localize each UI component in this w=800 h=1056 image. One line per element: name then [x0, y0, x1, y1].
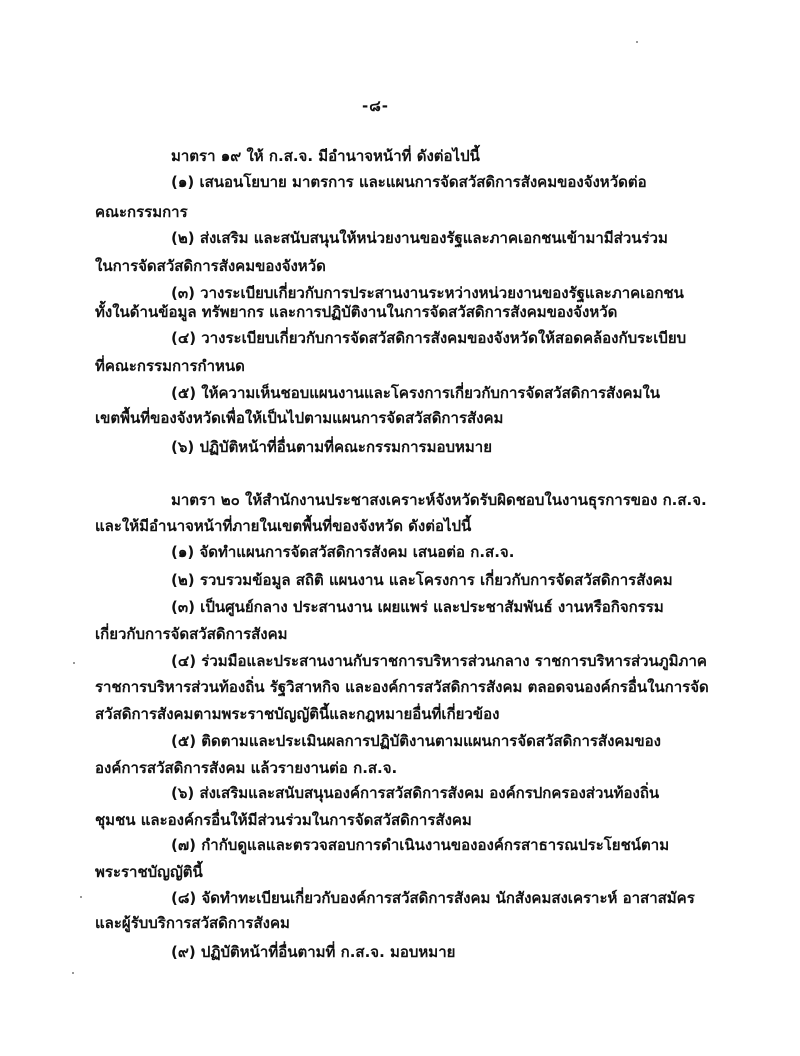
- section-19-item-4-line-1: (๔) วางระเบียบเกี่ยวกับการจัดสวัสดิการสังคมของจังหวัดให้สอดคล้องกับระเบียบ: [171, 329, 687, 347]
- section-19-item-2-line-2: ในการจัดสวัสดิการสังคมของจังหวัด: [95, 257, 326, 275]
- scan-speck: [72, 972, 74, 974]
- section-19-item-3-line-1: (๓) วางระเบียบเกี่ยวกับการประสานงานระหว่างหน่วยงานของรัฐและภาคเอกชน: [171, 284, 684, 302]
- section-20-item-7-line-2: พระราชบัญญัตินี้: [95, 863, 203, 881]
- section-20-item-3-line-1: (๓) เป็นศูนย์กลาง ประสานงาน เผยแพร่ และประชาสัมพันธ์ งานหรือกิจกรรม: [171, 598, 664, 616]
- section-19-heading: มาตรา ๑๙ ให้ ก.ส.จ. มีอำนาจหน้าที่ ดังต่อไปนี้: [171, 147, 480, 165]
- section-19-item-6-line-1: (๖) ปฏิบัติหน้าที่อื่นตามที่คณะกรรมการมอบหมาย: [171, 438, 493, 456]
- section-20-item-4-line-3: สวัสดิการสังคมตามพระราชบัญญัตินี้และกฎหมายอื่นที่เกี่ยวข้อง: [95, 705, 500, 723]
- section-20-heading-line-2: และให้มีอำนาจหน้าที่ภายในเขตพื้นที่ของจังหวัด ดังต่อไปนี้: [95, 517, 472, 535]
- section-20-item-5-line-1: (๕) ติดตามและประเมินผลการปฏิบัติงานตามแผนการจัดสวัสดิการสังคมของ: [171, 732, 661, 750]
- section-20-item-4-line-1: (๔) ร่วมมือและประสานงานกับราชการบริหารส่วนกลาง ราชการบริหารส่วนภูมิภาค: [171, 652, 707, 670]
- section-20-item-8-line-2: และผู้รับบริการสวัสดิการสังคม: [95, 914, 290, 932]
- section-20-item-3-line-2: เกี่ยวกับการจัดสวัสดิการสังคม: [95, 625, 288, 643]
- section-20-item-9-line-1: (๙) ปฏิบัติหน้าที่อื่นตามที่ ก.ส.จ. มอบหมาย: [171, 943, 456, 961]
- section-20-item-7-line-1: (๗) กำกับดูแลและตรวจสอบการดำเนินงานขององค์กรสาธารณประโยชน์ตาม: [171, 836, 670, 854]
- scan-speck: [636, 41, 638, 43]
- section-19-item-3-line-2: ทั้งในด้านข้อมูล ทรัพยากร และการปฏิบัติงานในการจัดสวัสดิการสังคมของจังหวัด: [95, 303, 618, 321]
- section-20-item-8-line-1: (๘) จัดทำทะเบียนเกี่ยวกับองค์การสวัสดิการสังคม นักสังคมสงเคราะห์ อาสาสมัคร: [171, 889, 695, 907]
- section-20-item-4-line-2: ราชการบริหารส่วนท้องถิ่น รัฐวิสาหกิจ และองค์การสวัสดิการสังคม ตลอดจนองค์กรอื่นในการจัด: [95, 678, 709, 696]
- scan-speck: [73, 662, 75, 664]
- page-number: -๘-: [362, 97, 390, 115]
- section-20-item-2-line-1: (๒) รวบรวมข้อมูล สถิติ แผนงาน และโครงการ เกี่ยวกับการจัดสวัสดิการสังคม: [171, 571, 673, 589]
- section-19-item-5-line-2: เขตพื้นที่ของจังหวัดเพื่อให้เป็นไปตามแผนการจัดสวัสดิการสังคม: [95, 409, 504, 427]
- section-20-item-5-line-2: องค์การสวัสดิการสังคม แล้วรายงานต่อ ก.ส.จ.: [95, 759, 398, 777]
- scan-speck: [80, 896, 82, 898]
- section-19-item-5-line-1: (๕) ให้ความเห็นชอบแผนงานและโครงการเกี่ยวกับการจัดสวัสดิการสังคมใน: [171, 384, 661, 402]
- section-19-item-1-line-2: คณะกรรมการ: [95, 203, 188, 221]
- section-19-item-1-line-1: (๑) เสนอนโยบาย มาตรการ และแผนการจัดสวัสดิการสังคมของจังหวัดต่อ: [171, 173, 647, 191]
- section-20-item-6-line-1: (๖) ส่งเสริมและสนับสนุนองค์การสวัสดิการสังคม องค์กรปกครองส่วนท้องถิ่น: [171, 784, 660, 802]
- section-20-heading-line-1: มาตรา ๒๐ ให้สำนักงานประชาสงเคราะห์จังหวัดรับผิดชอบในงานธุรการของ ก.ส.จ.: [171, 491, 707, 509]
- section-20-item-1-line-1: (๑) จัดทำแผนการจัดสวัสดิการสังคม เสนอต่อ ก.ส.จ.: [171, 543, 515, 561]
- section-19-item-2-line-1: (๒) ส่งเสริม และสนับสนุนให้หน่วยงานของรัฐและภาคเอกชนเข้ามามีส่วนร่วม: [171, 229, 668, 247]
- section-19-item-4-line-2: ที่คณะกรรมการกำหนด: [95, 357, 245, 375]
- section-20-item-6-line-2: ชุมชน และองค์กรอื่นให้มีส่วนร่วมในการจัดสวัสดิการสังคม: [95, 811, 472, 829]
